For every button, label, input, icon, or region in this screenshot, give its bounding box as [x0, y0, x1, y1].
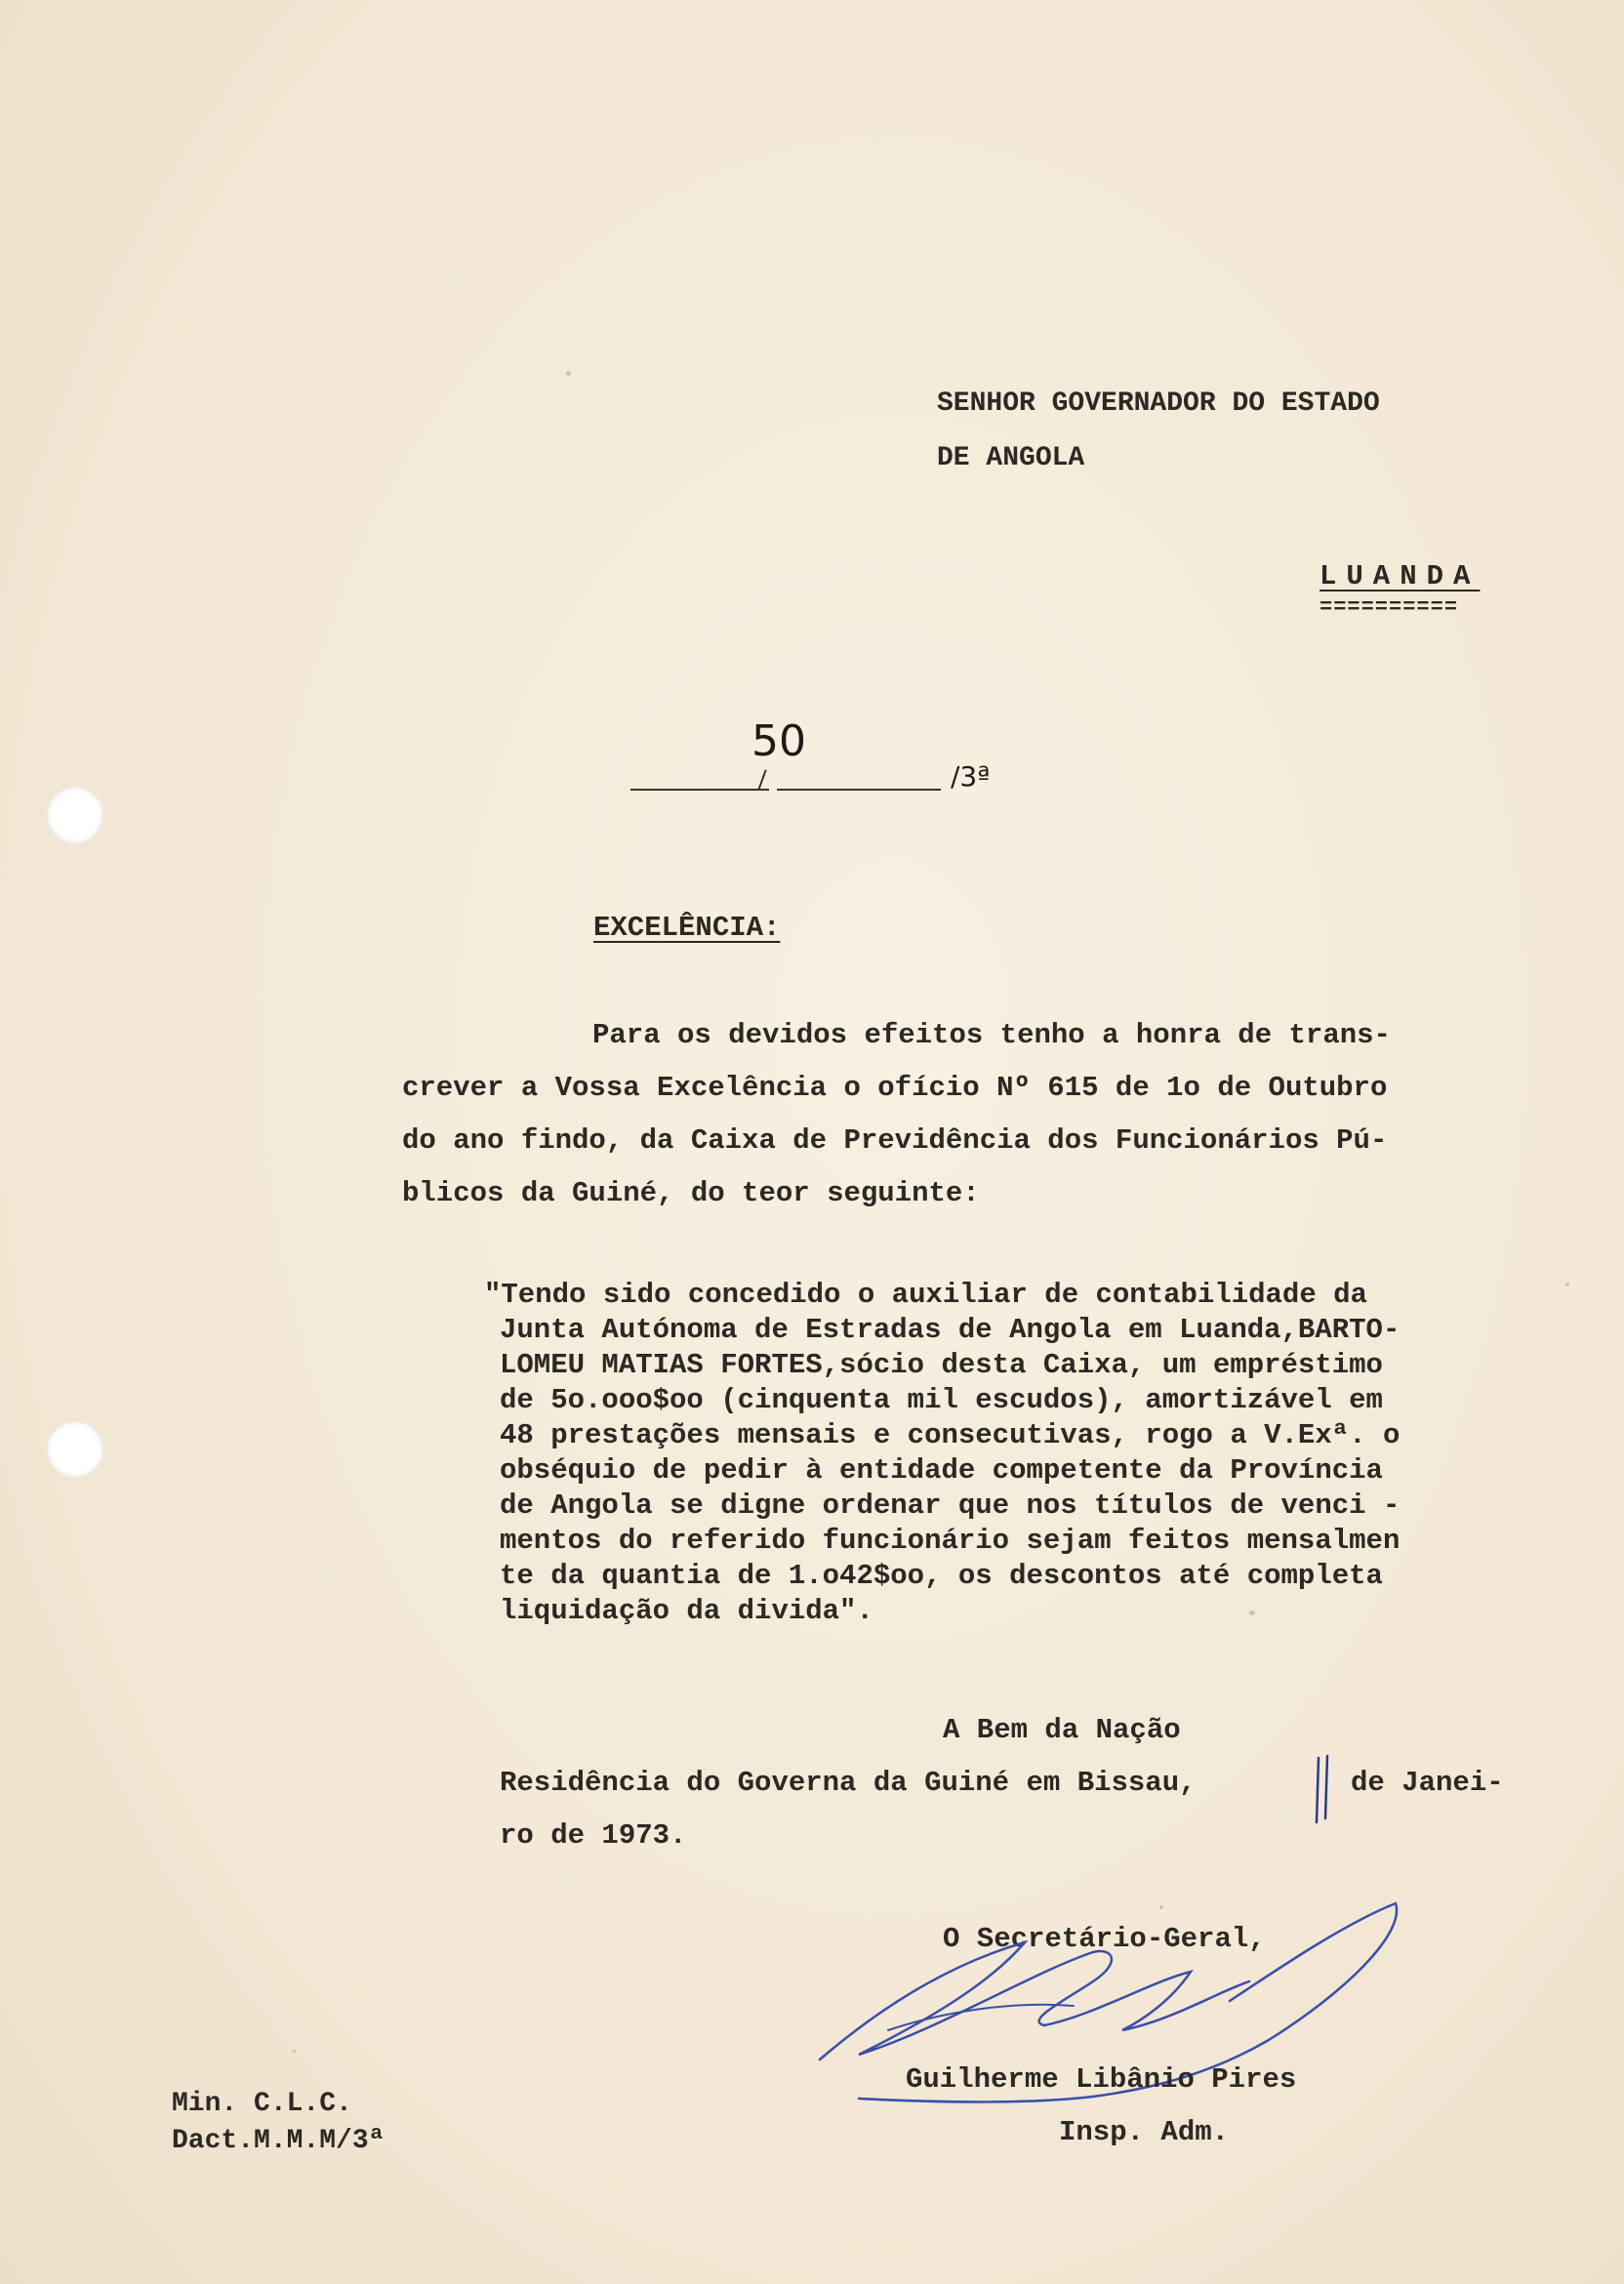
quote-line-6: obséquio de pedir à entidade competente da Província [500, 1454, 1383, 1487]
addressee-line-2: DE ANGOLA [937, 443, 1085, 473]
reference-slash [757, 769, 766, 790]
reference-line-left [630, 789, 769, 791]
reference-number: 50 [751, 716, 806, 766]
punch-hole-top [47, 787, 103, 843]
paper-speck [1159, 1905, 1163, 1909]
punch-hole-bottom [47, 1421, 103, 1478]
body-line-2: crever a Vossa Excelência o ofício Nº 615 de 1o de Outubro [402, 1072, 1388, 1104]
signatory-title: O Secretário-Geral, [943, 1923, 1266, 1955]
quote-line-3: LOMEU MATIAS FORTES,sócio desta Caixa, um empréstimo [500, 1349, 1383, 1381]
quote-line-1: "Tendo sido concedido o auxiliar de contabilidade da [484, 1279, 1367, 1311]
quote-line-2: Junta Autónoma de Estradas de Angola em Luanda,BARTO- [500, 1314, 1401, 1346]
paper-speck [566, 371, 571, 376]
paper-speck [1565, 1283, 1569, 1286]
body-line-4: blicos da Guiné, do teor seguinte: [402, 1177, 980, 1209]
memo-line-2: Dact.M.M.M/3ª [172, 2126, 386, 2156]
body-line-1: Para os devidos efeitos tenho a honra de trans- [592, 1019, 1391, 1051]
quote-line-7: de Angola se digne ordenar que nos títulos de venci - [500, 1489, 1401, 1522]
quote-line-9: te da quantia de 1.o42$oo, os descontos até completa [500, 1560, 1383, 1592]
paper-speck [293, 2050, 296, 2053]
reference-line-right [777, 789, 941, 791]
closing-motto: A Bem da Nação [943, 1714, 1181, 1746]
addressee-line-1: SENHOR GOVERNADOR DO ESTADO [937, 388, 1380, 419]
memo-line-1: Min. C.L.C. [172, 2089, 352, 2119]
closing-place-date-2: de Janei- [1351, 1767, 1504, 1799]
salutation: EXCELÊNCIA: [593, 912, 781, 944]
paper-speck [1249, 1611, 1255, 1615]
signatory-role: Insp. Adm. [1059, 2116, 1230, 2148]
quote-line-4: de 5o.ooo$oo (cinquenta mil escudos), amortizável em [500, 1384, 1383, 1416]
signatory-name: Guilherme Libânio Pires [906, 2063, 1297, 2096]
reference-suffix: /3ª [951, 760, 991, 793]
quote-line-10: liquidação da divida". [500, 1595, 873, 1627]
handwritten-day-mark [1313, 1754, 1334, 1826]
addressee-city: LUANDA [1320, 560, 1481, 592]
closing-place-date-3: ro de 1973. [500, 1819, 687, 1852]
quote-line-8: mentos do referido funcionário sejam feitos mensalmen [500, 1525, 1401, 1557]
closing-place-date-1: Residência do Governa da Guiné em Bissau, [500, 1767, 1197, 1799]
addressee-city-rule: ========== [1320, 595, 1459, 620]
quote-line-5: 48 prestações mensais e consecutivas, rogo a V.Exª. o [500, 1419, 1401, 1451]
body-line-3: do ano findo, da Caixa de Previdência dos Funcionários Pú- [402, 1124, 1388, 1157]
